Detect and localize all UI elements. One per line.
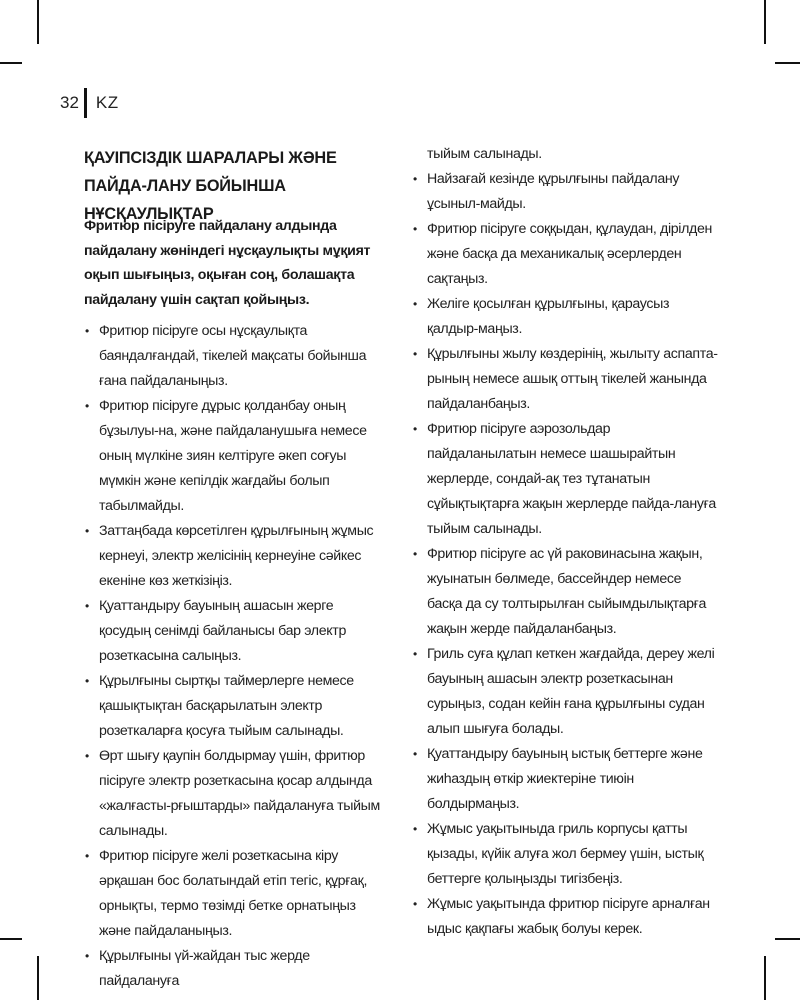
list-item	[84, 319, 388, 394]
page-number: 32	[60, 93, 79, 112]
list-item-text: Қуаттандыру бауының ыстық беттерге және жиһаздың өткір жиектеріне тиюін болдырмаңыз.	[427, 746, 703, 812]
bullet-icon: •	[85, 399, 89, 413]
section-title: ҚАУІПСІЗДІК ШАРАЛАРЫ ЖӘНЕ ПАЙДА-ЛАНУ БОЙЫНША НҰСҚАУЛЫҚТАР	[84, 149, 337, 223]
bullet-icon: •	[413, 347, 417, 361]
list-item	[84, 594, 388, 669]
crop-mark	[764, 956, 766, 1000]
bullet-icon: •	[85, 949, 89, 963]
list-item	[84, 844, 388, 944]
list-item	[412, 642, 718, 742]
list-item	[412, 892, 718, 942]
crop-mark	[37, 956, 39, 1000]
bullet-icon: •	[413, 297, 417, 311]
list-item-text: Фритюр пісіруге осы нұсқаулықта баяндалғандай, тікелей мақсаты бойынша ғана пайдаланыңыз.	[99, 323, 367, 389]
bullet-icon: •	[85, 749, 89, 763]
intro-paragraph: Фритюр пісіруге пайдалану алдында пайдалану жөніндегі нұсқаулықты мұқият оқып шығыңыз, оқыған соң, болашақта пайдалану үшін сақтап қойыңыз.	[84, 218, 371, 308]
list-item-text: Желіге қосылған құрылғыны, қараусыз қалдыр-маңыз.	[427, 296, 670, 337]
list-item	[84, 669, 388, 744]
list-item	[84, 744, 388, 844]
bullet-icon: •	[413, 822, 417, 836]
safety-list-right	[412, 167, 718, 942]
list-item	[84, 519, 388, 594]
list-item-text: Өрт шығу қаупін болдырмау үшін, фритюр пісіруге электр розеткасына қосар алдында «жалғасты-рғыштарды» пайдалануға тыйым салынады.	[99, 748, 380, 839]
crop-mark	[0, 938, 22, 940]
list-item-text: Фритюр пісіруге аэрозольдар пайдаланылатын немесе шашырайтын жерлерде, сондай-ақ тез тұтанатын сұйықтықтарға жақын жерлерде пайда-лануға тыйым салынады.	[427, 421, 716, 537]
list-item-text: Фритюр пісіруге желі розеткасына кіру әрқашан бос болатындай етіп тегіс, құрғақ, орнықты, термо төзімді бетке орнатыңыз және пайдаланыңыз.	[99, 848, 368, 939]
crop-mark	[0, 62, 22, 64]
list-item-continuation: тыйым салынады.	[427, 146, 542, 162]
list-item-text: Найзағай кезінде құрылғыны пайдалану ұсыныл-майды.	[427, 171, 680, 212]
crop-mark	[37, 0, 39, 44]
list-item	[412, 217, 718, 292]
list-item-text: Жұмыс уақытында фритюр пісіруге арналған ыдыс қақпағы жабық болуы керек.	[427, 896, 710, 937]
header-divider	[84, 88, 87, 118]
list-item	[412, 167, 718, 217]
list-item	[412, 817, 718, 892]
bullet-icon: •	[85, 324, 89, 338]
list-item-text: Заттаңбада көрсетілген құрылғының жұмыс кернеуі, электр желісінің кернеуіне сәйкес екеніне көз жеткізіңіз.	[99, 523, 374, 589]
bullet-icon: •	[413, 897, 417, 911]
bullet-icon: •	[85, 599, 89, 613]
list-item-text: Фритюр пісіруге соққыдан, құлаудан, дірілден және басқа да механикалық әсерлерден сақтаңыз.	[427, 221, 712, 287]
page-header	[60, 90, 119, 116]
list-item-text: Құрылғыны сыртқы таймерлерге немесе қашықтықтан басқарылатын электр розеткаларға қосуға тыйым салынады.	[99, 673, 354, 739]
crop-mark	[775, 62, 800, 64]
list-item	[412, 542, 718, 642]
bullet-icon: •	[85, 849, 89, 863]
language-code: KZ	[95, 93, 119, 112]
bullet-icon: •	[85, 524, 89, 538]
bullet-icon: •	[413, 222, 417, 236]
list-item-text: Құрылғыны жылу көздерінің, жылыту аспапта-рының немесе ашық оттың тікелей жанында пайдаланбаңыз.	[427, 346, 718, 412]
list-item-text: Фритюр пісіруге ас үй раковинасына жақын, жуынатын бөлмеде, бассейндер немесе басқа да су толтырылған сыйымдылықтарға жақын жерде пайдаланбаңыз.	[427, 546, 707, 637]
list-item	[84, 394, 388, 519]
list-item	[412, 417, 718, 542]
list-item	[412, 342, 718, 417]
list-item-text: Фритюр пісіруге дұрыс қолданбау оның бұзылуы-на, және пайдаланушыға немесе оның мүлкіне зиян келтіруге әкеп соғуы мүмкін және кепілдік жағдайы болып табылмайды.	[99, 398, 367, 514]
list-item	[412, 742, 718, 817]
safety-list-left	[84, 319, 388, 994]
list-item	[84, 944, 388, 994]
bullet-icon: •	[413, 172, 417, 186]
crop-mark	[775, 938, 800, 940]
bullet-icon: •	[413, 647, 417, 661]
list-item-text: Гриль суға құлап кеткен жағдайда, дереу желі бауының ашасын электр розеткасынан сурыңыз, содан кейін ғана құрылғыны судан алып шығуға болады.	[427, 646, 715, 737]
list-item-text: Қуаттандыру бауының ашасын жерге қосудың сенімді байланысы бар электр розеткасына салыңыз.	[99, 598, 346, 664]
list-item-text: Жұмыс уақытыныда гриль корпусы қатты қызады, күйік алуға жол бермеу үшін, ыстық беттерге қолыңызды тигізбеңіз.	[427, 821, 704, 887]
crop-mark	[764, 0, 766, 44]
bullet-icon: •	[85, 674, 89, 688]
bullet-icon: •	[413, 547, 417, 561]
bullet-icon: •	[413, 422, 417, 436]
list-item-text: Құрылғыны үй-жайдан тыс жерде пайдалануға	[99, 948, 310, 989]
bullet-icon: •	[413, 747, 417, 761]
list-item	[412, 292, 718, 342]
